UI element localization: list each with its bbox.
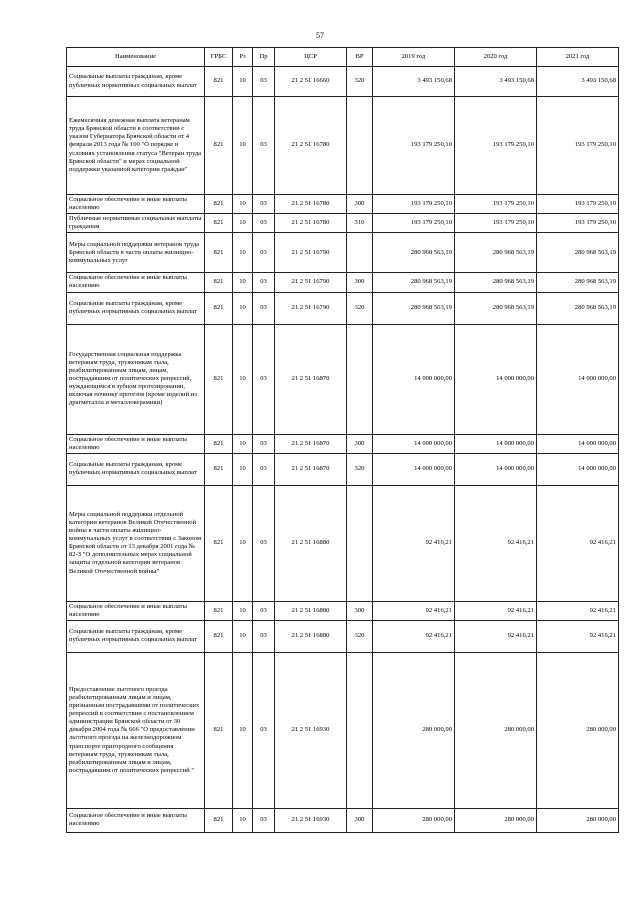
cell-2019: 92 416,21: [373, 485, 455, 601]
cell-vr: 320: [347, 292, 373, 324]
cell-2020: 14 000 000,00: [455, 324, 537, 434]
cell-pr: 03: [253, 324, 275, 434]
cell-2020: 280 000,00: [455, 808, 537, 832]
cell-vr: 320: [347, 620, 373, 652]
cell-csr: 21 2 51 16780: [275, 97, 347, 195]
cell-2019: 280 000,00: [373, 652, 455, 808]
cell-pr: 03: [253, 233, 275, 273]
cell-csr: 21 2 51 16870: [275, 434, 347, 453]
cell-csr: 21 2 51 16660: [275, 67, 347, 97]
header-csr: ЦСР: [275, 48, 347, 67]
cell-2021: 3 493 150,68: [537, 67, 619, 97]
cell-vr: 300: [347, 808, 373, 832]
cell-name: Меры социальной поддержки отдельной категории ветеранов Великой Отечественной войны в части оплаты жилищно-коммунальных услуг в соответствии с Законом Брянской области от 13 декабря 2001 года № 82-З "О дополнительных мерах социальной защиты отдельной категории ветеранов Великой Отечественной войны": [67, 485, 205, 601]
cell-2020: 193 179 250,10: [455, 214, 537, 233]
cell-2019: 14 000 000,00: [373, 453, 455, 485]
header-rz: Рз: [233, 48, 253, 67]
cell-grbs: 821: [205, 485, 233, 601]
cell-2019: 193 179 250,10: [373, 97, 455, 195]
cell-name: Социальные выплаты гражданам, кроме публичных нормативных социальных выплат: [67, 620, 205, 652]
cell-pr: 03: [253, 214, 275, 233]
cell-name: Социальные выплаты гражданам, кроме публичных нормативных социальных выплат: [67, 67, 205, 97]
cell-rz: 10: [233, 195, 253, 214]
cell-vr: 320: [347, 453, 373, 485]
cell-csr: 21 2 51 16790: [275, 273, 347, 292]
header-grbs: ГРБС: [205, 48, 233, 67]
cell-grbs: 821: [205, 214, 233, 233]
cell-csr: 21 2 51 16870: [275, 453, 347, 485]
cell-2019: 193 179 250,10: [373, 214, 455, 233]
cell-grbs: 821: [205, 67, 233, 97]
header-pr: Пр: [253, 48, 275, 67]
cell-grbs: 821: [205, 453, 233, 485]
cell-pr: 03: [253, 453, 275, 485]
cell-rz: 10: [233, 652, 253, 808]
cell-grbs: 821: [205, 324, 233, 434]
cell-pr: 03: [253, 601, 275, 620]
table-row: [67, 808, 619, 832]
cell-2020: 92 416,21: [455, 601, 537, 620]
cell-2021: 92 416,21: [537, 485, 619, 601]
cell-2020: 92 416,21: [455, 485, 537, 601]
cell-csr: 21 2 51 16790: [275, 292, 347, 324]
cell-2021: 92 416,21: [537, 620, 619, 652]
cell-csr: 21 2 51 16870: [275, 324, 347, 434]
cell-rz: 10: [233, 620, 253, 652]
cell-rz: 10: [233, 214, 253, 233]
cell-vr: 300: [347, 434, 373, 453]
cell-2020: 280 968 563,19: [455, 273, 537, 292]
cell-vr: 320: [347, 67, 373, 97]
cell-2021: 14 000 000,00: [537, 453, 619, 485]
table-row: [67, 97, 619, 195]
cell-vr: [347, 652, 373, 808]
cell-name: Социальное обеспечение и иные выплаты населению: [67, 273, 205, 292]
header-2019: 2019 год: [373, 48, 455, 67]
cell-rz: 10: [233, 453, 253, 485]
cell-csr: 21 2 51 16930: [275, 652, 347, 808]
cell-name: Социальное обеспечение и иные выплаты населению: [67, 808, 205, 832]
cell-csr: 21 2 51 16880: [275, 601, 347, 620]
cell-grbs: 821: [205, 434, 233, 453]
table-row: [67, 233, 619, 273]
cell-2019: 280 968 563,19: [373, 292, 455, 324]
cell-2019: 280 968 563,19: [373, 233, 455, 273]
cell-2019: 14 000 000,00: [373, 324, 455, 434]
cell-vr: 300: [347, 273, 373, 292]
cell-2021: 280 968 563,19: [537, 273, 619, 292]
cell-grbs: 821: [205, 808, 233, 832]
cell-name: Меры социальной поддержки ветеранов труда Брянской области в части оплаты жилищно-коммунальных услуг: [67, 233, 205, 273]
cell-2021: 280 968 563,19: [537, 233, 619, 273]
cell-2021: 92 416,21: [537, 601, 619, 620]
cell-rz: 10: [233, 485, 253, 601]
cell-pr: 03: [253, 434, 275, 453]
cell-pr: 03: [253, 67, 275, 97]
table-row: [67, 620, 619, 652]
cell-2021: 14 000 000,00: [537, 434, 619, 453]
cell-grbs: 821: [205, 652, 233, 808]
header-vr: ВР: [347, 48, 373, 67]
cell-pr: 03: [253, 273, 275, 292]
cell-rz: 10: [233, 292, 253, 324]
cell-rz: 10: [233, 97, 253, 195]
table-row: [67, 67, 619, 97]
cell-2019: 14 000 000,00: [373, 434, 455, 453]
cell-name: Социальное обеспечение и иные выплаты населению: [67, 601, 205, 620]
cell-2019: 3 493 150,68: [373, 67, 455, 97]
cell-2021: 193 179 250,10: [537, 195, 619, 214]
table-row: [67, 292, 619, 324]
cell-rz: 10: [233, 233, 253, 273]
table-row: [67, 601, 619, 620]
cell-vr: [347, 485, 373, 601]
cell-2021: 193 179 250,10: [537, 97, 619, 195]
cell-name: Предоставление льготного проезда реабилитированным лицам и лицам, признанным пострадавшими от политических репрессий в соответствии с постановлением администрации Брянской области от 30 декабря 2004 года № 666 "О предоставлении льготного проезда на железнодорожном транспорте пригородного сообщения ветеранам труда, труженикам тыла, реабилитированным лицам и лицам, пострадавшим от политических репрессий ": [67, 652, 205, 808]
cell-name: Социальные выплаты гражданам, кроме публичных нормативных социальных выплат: [67, 292, 205, 324]
cell-grbs: 821: [205, 601, 233, 620]
header-2021: 2021 год: [537, 48, 619, 67]
table-row: [67, 485, 619, 601]
cell-grbs: 821: [205, 97, 233, 195]
cell-grbs: 821: [205, 195, 233, 214]
cell-2019: 280 000,00: [373, 808, 455, 832]
cell-2019: 193 179 250,10: [373, 195, 455, 214]
cell-rz: 10: [233, 601, 253, 620]
cell-rz: 10: [233, 67, 253, 97]
cell-2020: 193 179 250,10: [455, 195, 537, 214]
cell-name: Публичные нормативные социальные выплаты гражданам: [67, 214, 205, 233]
cell-rz: 10: [233, 808, 253, 832]
cell-vr: [347, 324, 373, 434]
cell-pr: 03: [253, 292, 275, 324]
cell-grbs: 821: [205, 273, 233, 292]
cell-vr: [347, 97, 373, 195]
cell-2019: 92 416,21: [373, 620, 455, 652]
table-body: [67, 67, 619, 833]
cell-pr: 03: [253, 652, 275, 808]
cell-csr: 21 2 51 16790: [275, 233, 347, 273]
table-row: [67, 652, 619, 808]
cell-2019: 92 416,21: [373, 601, 455, 620]
cell-2020: 92 416,21: [455, 620, 537, 652]
cell-2020: 280 968 563,19: [455, 292, 537, 324]
cell-name: Ежемесячная денежная выплата ветеранам труда Брянской области в соответствии с указом Губернатора Брянской области от 4 февраля 2013 года № 100 "О порядке и условиях установления статуса "Ветеран труда Брянской области" и мерах социальной поддержки указанной категории граждан": [67, 97, 205, 195]
cell-csr: 21 2 51 16780: [275, 214, 347, 233]
cell-2021: 14 000 000,00: [537, 324, 619, 434]
cell-2021: 280 000,00: [537, 652, 619, 808]
cell-pr: 03: [253, 620, 275, 652]
cell-pr: 03: [253, 808, 275, 832]
cell-2019: 280 968 563,19: [373, 273, 455, 292]
cell-2021: 280 968 563,19: [537, 292, 619, 324]
table-row: [67, 324, 619, 434]
cell-2020: 280 968 563,19: [455, 233, 537, 273]
cell-vr: 300: [347, 601, 373, 620]
cell-2020: 14 000 000,00: [455, 434, 537, 453]
cell-grbs: 821: [205, 233, 233, 273]
table-row: [67, 434, 619, 453]
cell-rz: 10: [233, 273, 253, 292]
cell-pr: 03: [253, 195, 275, 214]
cell-name: Социальное обеспечение и иные выплаты населению: [67, 434, 205, 453]
cell-2021: 280 000,00: [537, 808, 619, 832]
cell-vr: [347, 233, 373, 273]
cell-csr: 21 2 51 16880: [275, 620, 347, 652]
cell-vr: 300: [347, 195, 373, 214]
cell-rz: 10: [233, 434, 253, 453]
cell-name: Социальное обеспечение и иные выплаты населению: [67, 195, 205, 214]
table-row: [67, 453, 619, 485]
cell-name: Социальные выплаты гражданам, кроме публичных нормативных социальных выплат: [67, 453, 205, 485]
cell-pr: 03: [253, 97, 275, 195]
cell-name: Государственная социальная поддержка ветеранам труда, труженикам тыла, реабилитированным лицам, лицам, пострадавшим от политических репрессий, нуждающимся в зубном протезировании, включая починку протезов (кроме изделий из драгметалла и металлокерамики): [67, 324, 205, 434]
cell-pr: 03: [253, 485, 275, 601]
table-row: [67, 214, 619, 233]
table-row: [67, 195, 619, 214]
cell-2020: 3 493 150,68: [455, 67, 537, 97]
table-header-row: [67, 48, 619, 67]
cell-2020: 280 000,00: [455, 652, 537, 808]
page-number: 57: [316, 31, 324, 40]
cell-csr: 21 2 51 16930: [275, 808, 347, 832]
cell-2021: 193 179 250,10: [537, 214, 619, 233]
cell-2020: 14 000 000,00: [455, 453, 537, 485]
header-2020: 2020 год: [455, 48, 537, 67]
cell-grbs: 821: [205, 620, 233, 652]
cell-vr: 310: [347, 214, 373, 233]
cell-csr: 21 2 51 16780: [275, 195, 347, 214]
cell-csr: 21 2 51 16880: [275, 485, 347, 601]
cell-rz: 10: [233, 324, 253, 434]
cell-grbs: 821: [205, 292, 233, 324]
header-name: Наименование: [67, 48, 205, 67]
budget-table: [66, 47, 619, 833]
cell-2020: 193 179 250,10: [455, 97, 537, 195]
table-row: [67, 273, 619, 292]
